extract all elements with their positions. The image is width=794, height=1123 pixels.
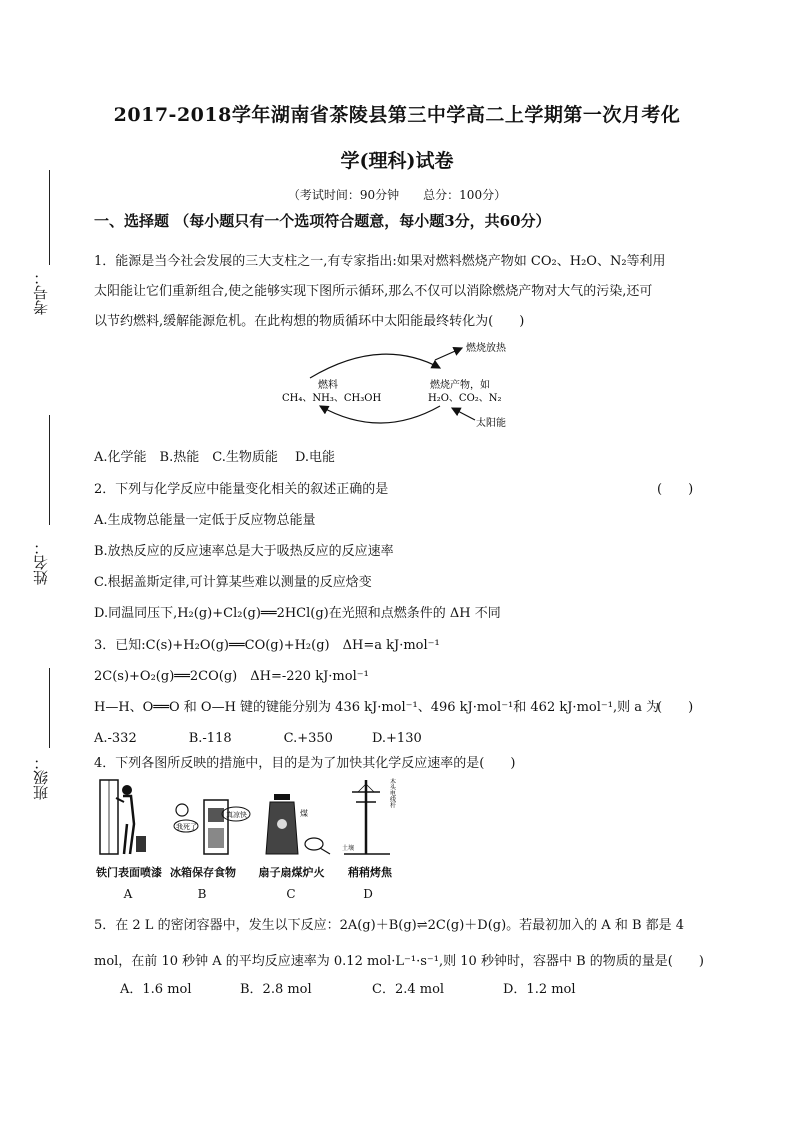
q4-figures — [94, 774, 414, 862]
q4-letter-b: B — [197, 887, 207, 901]
exam-title-line1: 2017-2018学年湖南省茶陵县第三中学高二上学期第一次月考化 — [113, 104, 681, 126]
q4-letter-c: C — [286, 887, 296, 901]
exam-time-info: （考试时间：90分钟 总分：100分） — [287, 188, 507, 202]
q5-option-d: D．1.2 mol — [503, 982, 576, 997]
exam-no-rule — [49, 170, 50, 265]
q4-caption-a: 铁门表面喷漆 — [96, 866, 162, 879]
q3-line2: 2C(s)+O₂(g)══2CO(g) ΔH=-220 kJ·mol⁻¹ — [94, 669, 369, 684]
fridge-bubble-1: 我死了 — [176, 823, 197, 831]
q2-option-a: A.生成物总能量一定低于反应物总能量 — [94, 513, 316, 528]
figure-a-door — [100, 780, 146, 854]
class-label: 班级： — [32, 755, 50, 800]
exam-title-line2: 学(理科)试卷 — [340, 150, 454, 172]
q3-line3: H—H、O══O 和 O—H 键的键能分别为 436 kJ·mol⁻¹、496 kJ·mol⁻¹和 462 kJ·mol⁻¹,则 a 为 — [94, 700, 660, 715]
q3-options: A.-332 B.-118 C.+350 D.+130 — [94, 731, 422, 746]
fuel-label: 燃料 — [318, 380, 338, 391]
q1-options: A.化学能 B.热能 C.生物质能 D.电能 — [94, 450, 336, 465]
fridge-bubble-2: 真凉快 — [226, 811, 247, 819]
product-label: 燃烧产物，如 — [430, 380, 490, 391]
figure-c-stove — [266, 794, 330, 854]
coal-label: 煤 — [300, 809, 308, 818]
heat-label: 燃烧放热 — [466, 343, 506, 354]
name-rule — [49, 415, 50, 525]
q5-option-b: B．2.8 mol — [240, 982, 312, 997]
q2-option-b: B.放热反应的反应速率总是大于吸热反应的反应速率 — [94, 544, 394, 559]
heat-release-arrow — [435, 348, 462, 360]
q5-line2: mol，在前 10 秒钟 A 的平均反应速率为 0.12 mol·L⁻¹·s⁻¹,则 10 秒钟时，容器中 B 的物质的量是( ) — [94, 954, 704, 969]
soil-label: 土壤 — [342, 845, 355, 852]
class-rule — [49, 668, 50, 748]
q3-line1: 3．已知:C(s)+H₂O(g)══CO(g)+H₂(g) ΔH=a kJ·mol⁻¹ — [94, 638, 440, 653]
q4-caption-d: 稍稍烤焦 — [348, 866, 392, 879]
q1-line1: 1．能源是当今社会发展的三大支柱之一,有专家指出:如果对燃料燃烧产物如 CO₂、H₂O、N₂等利用 — [94, 254, 666, 269]
figure-b-fridge — [174, 800, 250, 854]
q2-option-c: C.根据盖斯定律,可计算某些难以测量的反应焓变 — [94, 575, 372, 590]
bottom-arc-arrow — [320, 406, 440, 423]
q2-option-d: D.同温同压下,H₂(g)+Cl₂(g)══2HCl(g)在光照和点燃条件的 ΔH 不同 — [94, 606, 501, 621]
q2-stem: 2．下列与化学反应中能量变化相关的叙述正确的是 — [94, 482, 389, 497]
q2-answer-paren: ( ) — [657, 482, 694, 497]
q1-line3: 以节约燃料,缓解能源危机。在此构想的物质循环中太阳能最终转化为( ) — [94, 314, 525, 329]
q1-line2: 太阳能让它们重新组合,使之能够实现下图所示循环,那么不仅可以消除燃烧产物对大气的污染,还可 — [94, 284, 653, 299]
energy-cycle-diagram — [270, 338, 550, 430]
q4-caption-c: 扇子扇煤炉火 — [258, 866, 325, 879]
q4-stem: 4．下列各图所反映的措施中，目的是为了加快其化学反应速率的是( ) — [94, 756, 516, 771]
figure-d-pole — [342, 777, 396, 854]
name-label: 姓名： — [32, 540, 50, 585]
section-heading: 一、选择题 （每小题只有一个选项符合题意，每小题3分，共60分） — [94, 212, 551, 230]
q4-letter-a: A — [123, 887, 133, 901]
q5-option-c: C．2.4 mol — [372, 982, 445, 997]
q5-option-a: A．1.6 mol — [120, 982, 192, 997]
product-items: H₂O、CO₂、N₂ — [428, 393, 502, 404]
solar-energy-arrow — [452, 408, 475, 420]
solar-label: 太阳能 — [476, 418, 506, 429]
q4-caption-b: 冰箱保存食物 — [170, 866, 236, 879]
q5-line1: 5．在 2 L 的密闭容器中，发生以下反应：2A(g)＋B(g)⇌2C(g)＋D(g)。若最初加入的 A 和 B 都是 4 — [94, 918, 685, 933]
q3-answer-paren: ( ) — [657, 700, 694, 715]
fuel-items: CH₄、NH₃、CH₃OH — [282, 393, 382, 404]
q4-letter-d: D — [363, 887, 373, 901]
top-arc-arrow — [310, 354, 440, 378]
pole-label: 木头电线杆 — [388, 778, 396, 808]
exam-no-label: 考号： — [32, 270, 50, 315]
